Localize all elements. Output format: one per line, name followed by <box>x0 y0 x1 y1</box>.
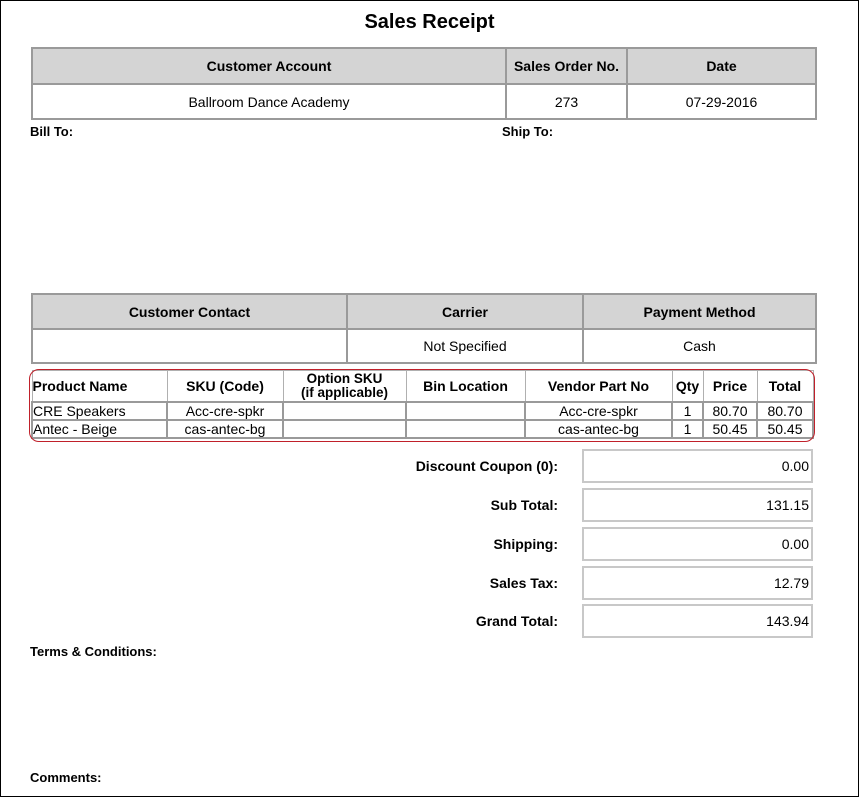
discount-label: Discount Coupon (0): <box>415 458 558 474</box>
product-name-cell: CRE Speakers <box>32 402 167 420</box>
vendor-part-header: Vendor Part No <box>525 371 672 403</box>
subtotal-row <box>1 488 859 525</box>
sales-tax-label: Sales Tax: <box>489 575 558 591</box>
product-name-header: Product Name <box>32 371 167 403</box>
total-cell: 80.70 <box>757 402 813 420</box>
contact-table <box>31 293 817 364</box>
account-table <box>31 47 817 120</box>
sales-order-header: Sales Order No. <box>506 48 627 84</box>
comments-label: Comments: <box>30 770 102 785</box>
customer-account-value: Ballroom Dance Academy <box>32 84 506 119</box>
vendor-part-cell: cas-antec-bg <box>525 420 672 438</box>
shipping-value: 0.00 <box>582 527 813 561</box>
table-row <box>32 420 813 438</box>
date-header: Date <box>627 48 816 84</box>
sales-order-value: 273 <box>506 84 627 119</box>
total-cell: 50.45 <box>757 420 813 438</box>
vendor-part-cell: Acc-cre-spkr <box>525 402 672 420</box>
payment-method-value: Cash <box>583 329 816 363</box>
bill-to-label: Bill To: <box>30 124 74 139</box>
qty-cell: 1 <box>672 420 703 438</box>
date-value: 07-29-2016 <box>627 84 816 119</box>
customer-account-header: Customer Account <box>32 48 506 84</box>
table-row <box>32 402 813 420</box>
price-header: Price <box>703 371 757 403</box>
shipping-row <box>1 527 859 564</box>
terms-label: Terms & Conditions: <box>30 644 157 659</box>
bin-location-cell <box>406 420 525 438</box>
discount-value: 0.00 <box>582 449 813 483</box>
carrier-value: Not Specified <box>347 329 583 363</box>
grand-total-value: 143.94 <box>582 604 813 638</box>
ship-to-label: Ship To: <box>502 124 554 139</box>
option-sku-header: Option SKU (if applicable) <box>283 371 406 403</box>
grand-total-row <box>1 604 859 641</box>
price-cell: 50.45 <box>703 420 757 438</box>
bin-location-cell <box>406 402 525 420</box>
qty-header: Qty <box>672 371 703 403</box>
total-header: Total <box>757 371 813 403</box>
shipping-label: Shipping: <box>493 536 558 552</box>
sku-header: SKU (Code) <box>167 371 283 403</box>
option-sku-cell <box>283 402 406 420</box>
bin-location-header: Bin Location <box>406 371 525 403</box>
customer-contact-header: Customer Contact <box>32 294 347 329</box>
page-title: Sales Receipt <box>364 11 495 33</box>
sku-cell: cas-antec-bg <box>167 420 283 438</box>
subtotal-value: 131.15 <box>582 488 813 522</box>
grand-total-label: Grand Total: <box>475 613 558 629</box>
option-sku-cell <box>283 420 406 438</box>
product-name-cell: Antec - Beige <box>32 420 167 438</box>
qty-cell: 1 <box>672 402 703 420</box>
payment-method-header: Payment Method <box>583 294 816 329</box>
price-cell: 80.70 <box>703 402 757 420</box>
sales-tax-value: 12.79 <box>582 566 813 600</box>
discount-row <box>1 449 859 486</box>
carrier-header: Carrier <box>347 294 583 329</box>
subtotal-label: Sub Total: <box>490 497 558 513</box>
customer-contact-value <box>32 329 347 363</box>
sku-cell: Acc-cre-spkr <box>167 402 283 420</box>
sales-tax-row <box>1 566 859 603</box>
products-table <box>31 370 814 439</box>
